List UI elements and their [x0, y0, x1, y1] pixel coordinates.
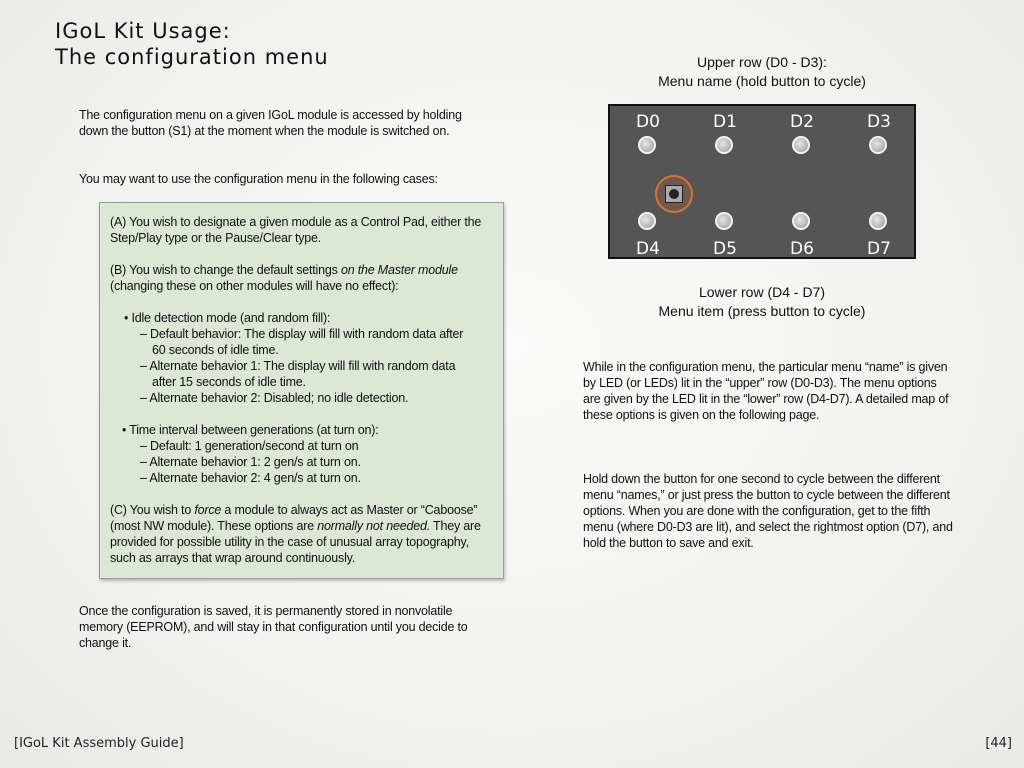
led-board-diagram	[608, 104, 916, 259]
lower-row-caption	[610, 283, 914, 321]
led-label-d1: D1	[713, 112, 737, 132]
led-d1	[715, 136, 733, 154]
intro-paragraph-2: You may want to use the configuration menu in the following cases:	[79, 172, 438, 186]
led-label-d4: D4	[636, 239, 660, 259]
time-default-line: – Default: 1 generation/second at turn on	[140, 439, 359, 453]
button-s1-cap	[669, 189, 679, 199]
button-s1	[665, 185, 683, 203]
led-label-d6: D6	[790, 239, 814, 259]
idle-alt1-line-1: – Alternate behavior 1: The display will fill with random data	[140, 359, 456, 373]
time-interval-title: • Time interval between generations (at turn on):	[122, 423, 379, 437]
case-c-part-3: They are provided for possible utility in the case of unusual array topography, such as arrays that wrap around continuously.	[110, 519, 481, 565]
title-line-1: IGoL Kit Usage:	[55, 19, 231, 43]
title-line-2: The configuration menu	[55, 45, 329, 69]
led-d6	[792, 212, 810, 230]
case-c-part-2: a module to always act as Master or “Caboose” (most NW module). These options are	[110, 503, 478, 533]
case-b-italic: on the Master module	[340, 263, 458, 277]
case-b-suffix: (changing these on other modules will have no effect):	[110, 279, 399, 293]
case-c-part-1: (C) You wish to	[110, 503, 195, 517]
idle-default-line-2: 60 seconds of idle time.	[152, 343, 279, 357]
led-d7	[869, 212, 887, 230]
intro-paragraph-1: The configuration menu on a given IGoL module is accessed by holding down the button (S1) at the moment when the module is switched on.	[79, 108, 462, 138]
footer-page-number: [44]	[985, 736, 1012, 751]
led-label-d3: D3	[867, 112, 891, 132]
footer-guide-title: [IGoL Kit Assembly Guide]	[14, 736, 184, 751]
idle-detection-title: • Idle detection mode (and random fill):	[124, 311, 331, 325]
case-c-italic-1: force	[194, 503, 222, 517]
led-d4	[638, 212, 656, 230]
case-c-italic-2: normally not needed.	[317, 519, 430, 533]
lower-row-caption-line-2: Menu item (press button to cycle)	[658, 303, 866, 319]
lower-row-caption-line-1: Lower row (D4 - D7)	[698, 284, 826, 300]
outro-paragraph: Once the configuration is saved, it is permanently stored in nonvolatile memory (EEPROM), and will stay in that configuration until you decide to change it.	[79, 604, 468, 650]
upper-row-caption-line-2: Menu name (hold button to cycle)	[658, 73, 866, 89]
case-a-text: (A) You wish to designate a given module as a Control Pad, either the Step/Play type or the Pause/Clear type.	[110, 215, 482, 245]
led-label-d2: D2	[790, 112, 814, 132]
led-label-d7: D7	[867, 239, 891, 259]
led-label-d5: D5	[713, 239, 737, 259]
page-title	[55, 18, 329, 70]
case-c-text	[110, 502, 495, 566]
idle-alt1-line-2: after 15 seconds of idle time.	[152, 375, 306, 389]
time-alt2-line: – Alternate behavior 2: 4 gen/s at turn on.	[140, 471, 361, 485]
upper-row-caption-line-1: Upper row (D0 - D3):	[697, 54, 827, 70]
menu-explanation-paragraph: While in the configuration menu, the particular menu “name” is given by LED (or LEDs) lit in the “upper” row (D0-D3). The menu options are given by the LED lit in the “lower” row (D4-D7). A detailed map of these options is given on the following page.	[583, 360, 949, 422]
led-d2	[792, 136, 810, 154]
button-usage-paragraph: Hold down the button for one second to cycle between the different menu “names,” or just press the button to cycle between the different options. When you are done with the configuration, get to the fifth menu (where D0-D3 are lit), and select the rightmost option (D7), and hold the button to save and exit.	[583, 472, 953, 550]
use-cases-box	[99, 202, 504, 579]
upper-row-caption	[610, 53, 914, 91]
time-alt1-line: – Alternate behavior 1: 2 gen/s at turn on.	[140, 455, 361, 469]
led-d3	[869, 136, 887, 154]
case-b-text	[110, 262, 495, 294]
led-d5	[715, 212, 733, 230]
idle-alt2-line: – Alternate behavior 2: Disabled; no idle detection.	[140, 391, 409, 405]
idle-default-line-1: – Default behavior: The display will fill with random data after	[140, 327, 464, 341]
led-d0	[638, 136, 656, 154]
case-b-prefix: (B) You wish to change the default settings	[110, 263, 341, 277]
led-label-d0: D0	[636, 112, 660, 132]
